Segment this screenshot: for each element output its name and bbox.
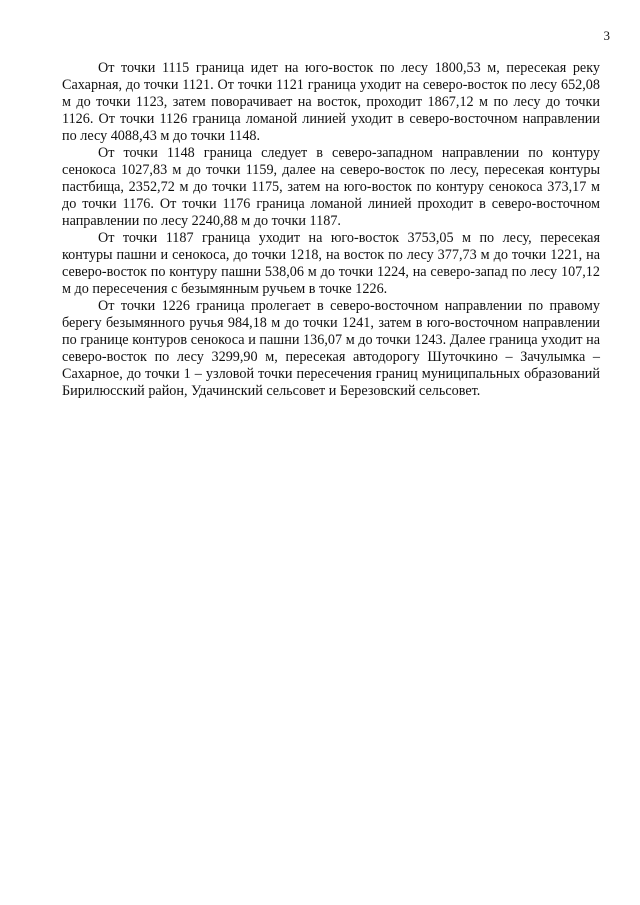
paragraph-4: От точки 1226 граница пролегает в северо-восточном направлении по правому берегу безымянного ручья 984,18 м до точки 1241, затем в юго-восточном направлении по границе контуров сенокоса и пашни 136,07 м до точки 1243. Далее граница уходит на северо-восток по лесу 3299,90 м, пересекая автодорогу Шуточкино – Зачулымка – Сахарное, до точки 1 – узловой точки пересечения границ муниципальных образований Бирилюсский район, Удачинский сельсовет и Березовский сельсовет. xyxy=(62,298,600,399)
paragraph-3: От точки 1187 граница уходит на юго-восток 3753,05 м по лесу, пересекая контуры пашни и сенокоса, до точки 1218, на восток по лесу 377,73 м до точки 1221, на северо-восток по контуру пашни 538,06 м до точки 1224, на северо-запад по лесу 107,12 м до пересечения с безымянным ручьем в точке 1226. xyxy=(62,230,600,297)
paragraph-1: От точки 1115 граница идет на юго-восток по лесу 1800,53 м, пересекая реку Сахарная, до точки 1121. От точки 1121 граница уходит на северо-восток по лесу 652,08 м до точки 1123, затем поворачивает на восток, проходит 1867,12 м по лесу до точки 1126. От точки 1126 граница ломаной линией уходит в северо-восточном направлении по лесу 4088,43 м до точки 1148. xyxy=(62,60,600,144)
document-body xyxy=(62,60,600,400)
paragraph-2: От точки 1148 граница следует в северо-западном направлении по контуру сенокоса 1027,83 м до точки 1159, далее на северо-восток по лесу, пересекая контуры пастбища, 2352,72 м до точки 1175, затем на юго-восток по контуру сенокоса 373,17 м до точки 1176. От точки 1176 граница ломаной линией проходит в северо-восточном направлении по лесу 2240,88 м до точки 1187. xyxy=(62,145,600,229)
page-number: 3 xyxy=(603,28,610,43)
